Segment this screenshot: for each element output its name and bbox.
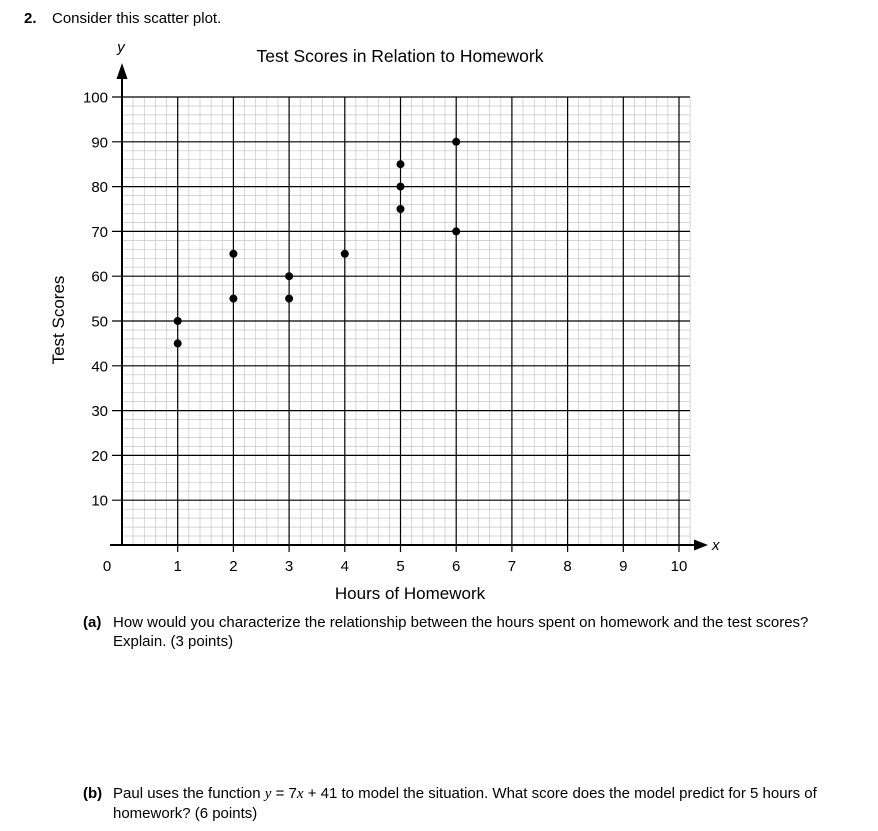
question-a-text: How would you characterize the relationship between the hours spent on homework and the test scores? Explain. (3 points) <box>113 614 809 650</box>
svg-text:30: 30 <box>91 403 108 421</box>
question-b-text-part: + 41 to model the situation. What score does the model predict for 5 hours of homework? (6 points) <box>113 785 817 822</box>
svg-text:40: 40 <box>91 358 108 376</box>
y-axis-symbol: y <box>117 39 125 56</box>
data-points <box>174 138 461 348</box>
question-number: 2. <box>24 10 37 27</box>
question-intro: Consider this scatter plot. <box>52 10 222 27</box>
question-b <box>83 784 828 823</box>
svg-text:1: 1 <box>173 558 182 575</box>
svg-text:10: 10 <box>670 558 688 575</box>
variable-x: x <box>296 786 304 802</box>
svg-text:6: 6 <box>452 558 461 575</box>
svg-text:3: 3 <box>284 558 294 575</box>
svg-text:5: 5 <box>396 558 405 575</box>
question-b-text <box>113 784 828 823</box>
question-b-text-part: = 7 <box>271 785 297 802</box>
svg-text:8: 8 <box>563 558 572 575</box>
svg-text:60: 60 <box>91 268 108 286</box>
svg-text:100: 100 <box>82 89 108 107</box>
question-b-text-part: Paul uses the function <box>113 785 265 802</box>
question-a <box>83 613 828 651</box>
x-axis-label: Hours of Homework <box>334 584 486 603</box>
svg-text:0: 0 <box>102 558 112 575</box>
svg-text:9: 9 <box>619 558 628 575</box>
variable-y: y <box>264 786 272 802</box>
x-axis-symbol: x <box>712 537 720 554</box>
tick-labels <box>83 90 687 576</box>
svg-text:50: 50 <box>91 313 108 331</box>
chart-title: Test Scores in Relation to Homework <box>256 46 544 66</box>
question-a-label: (a) <box>83 614 102 631</box>
svg-text:90: 90 <box>91 134 108 152</box>
y-axis-label: Test Scores <box>49 275 68 365</box>
x-axis-arrow-icon <box>694 540 708 551</box>
svg-text:4: 4 <box>340 558 349 575</box>
svg-text:2: 2 <box>229 558 238 575</box>
question-b-label: (b) <box>83 785 103 802</box>
svg-text:70: 70 <box>91 223 108 241</box>
svg-text:20: 20 <box>91 447 108 465</box>
y-axis-arrow-icon <box>117 63 128 79</box>
svg-text:7: 7 <box>507 558 517 575</box>
svg-text:10: 10 <box>91 492 108 510</box>
svg-text:80: 80 <box>91 179 108 197</box>
